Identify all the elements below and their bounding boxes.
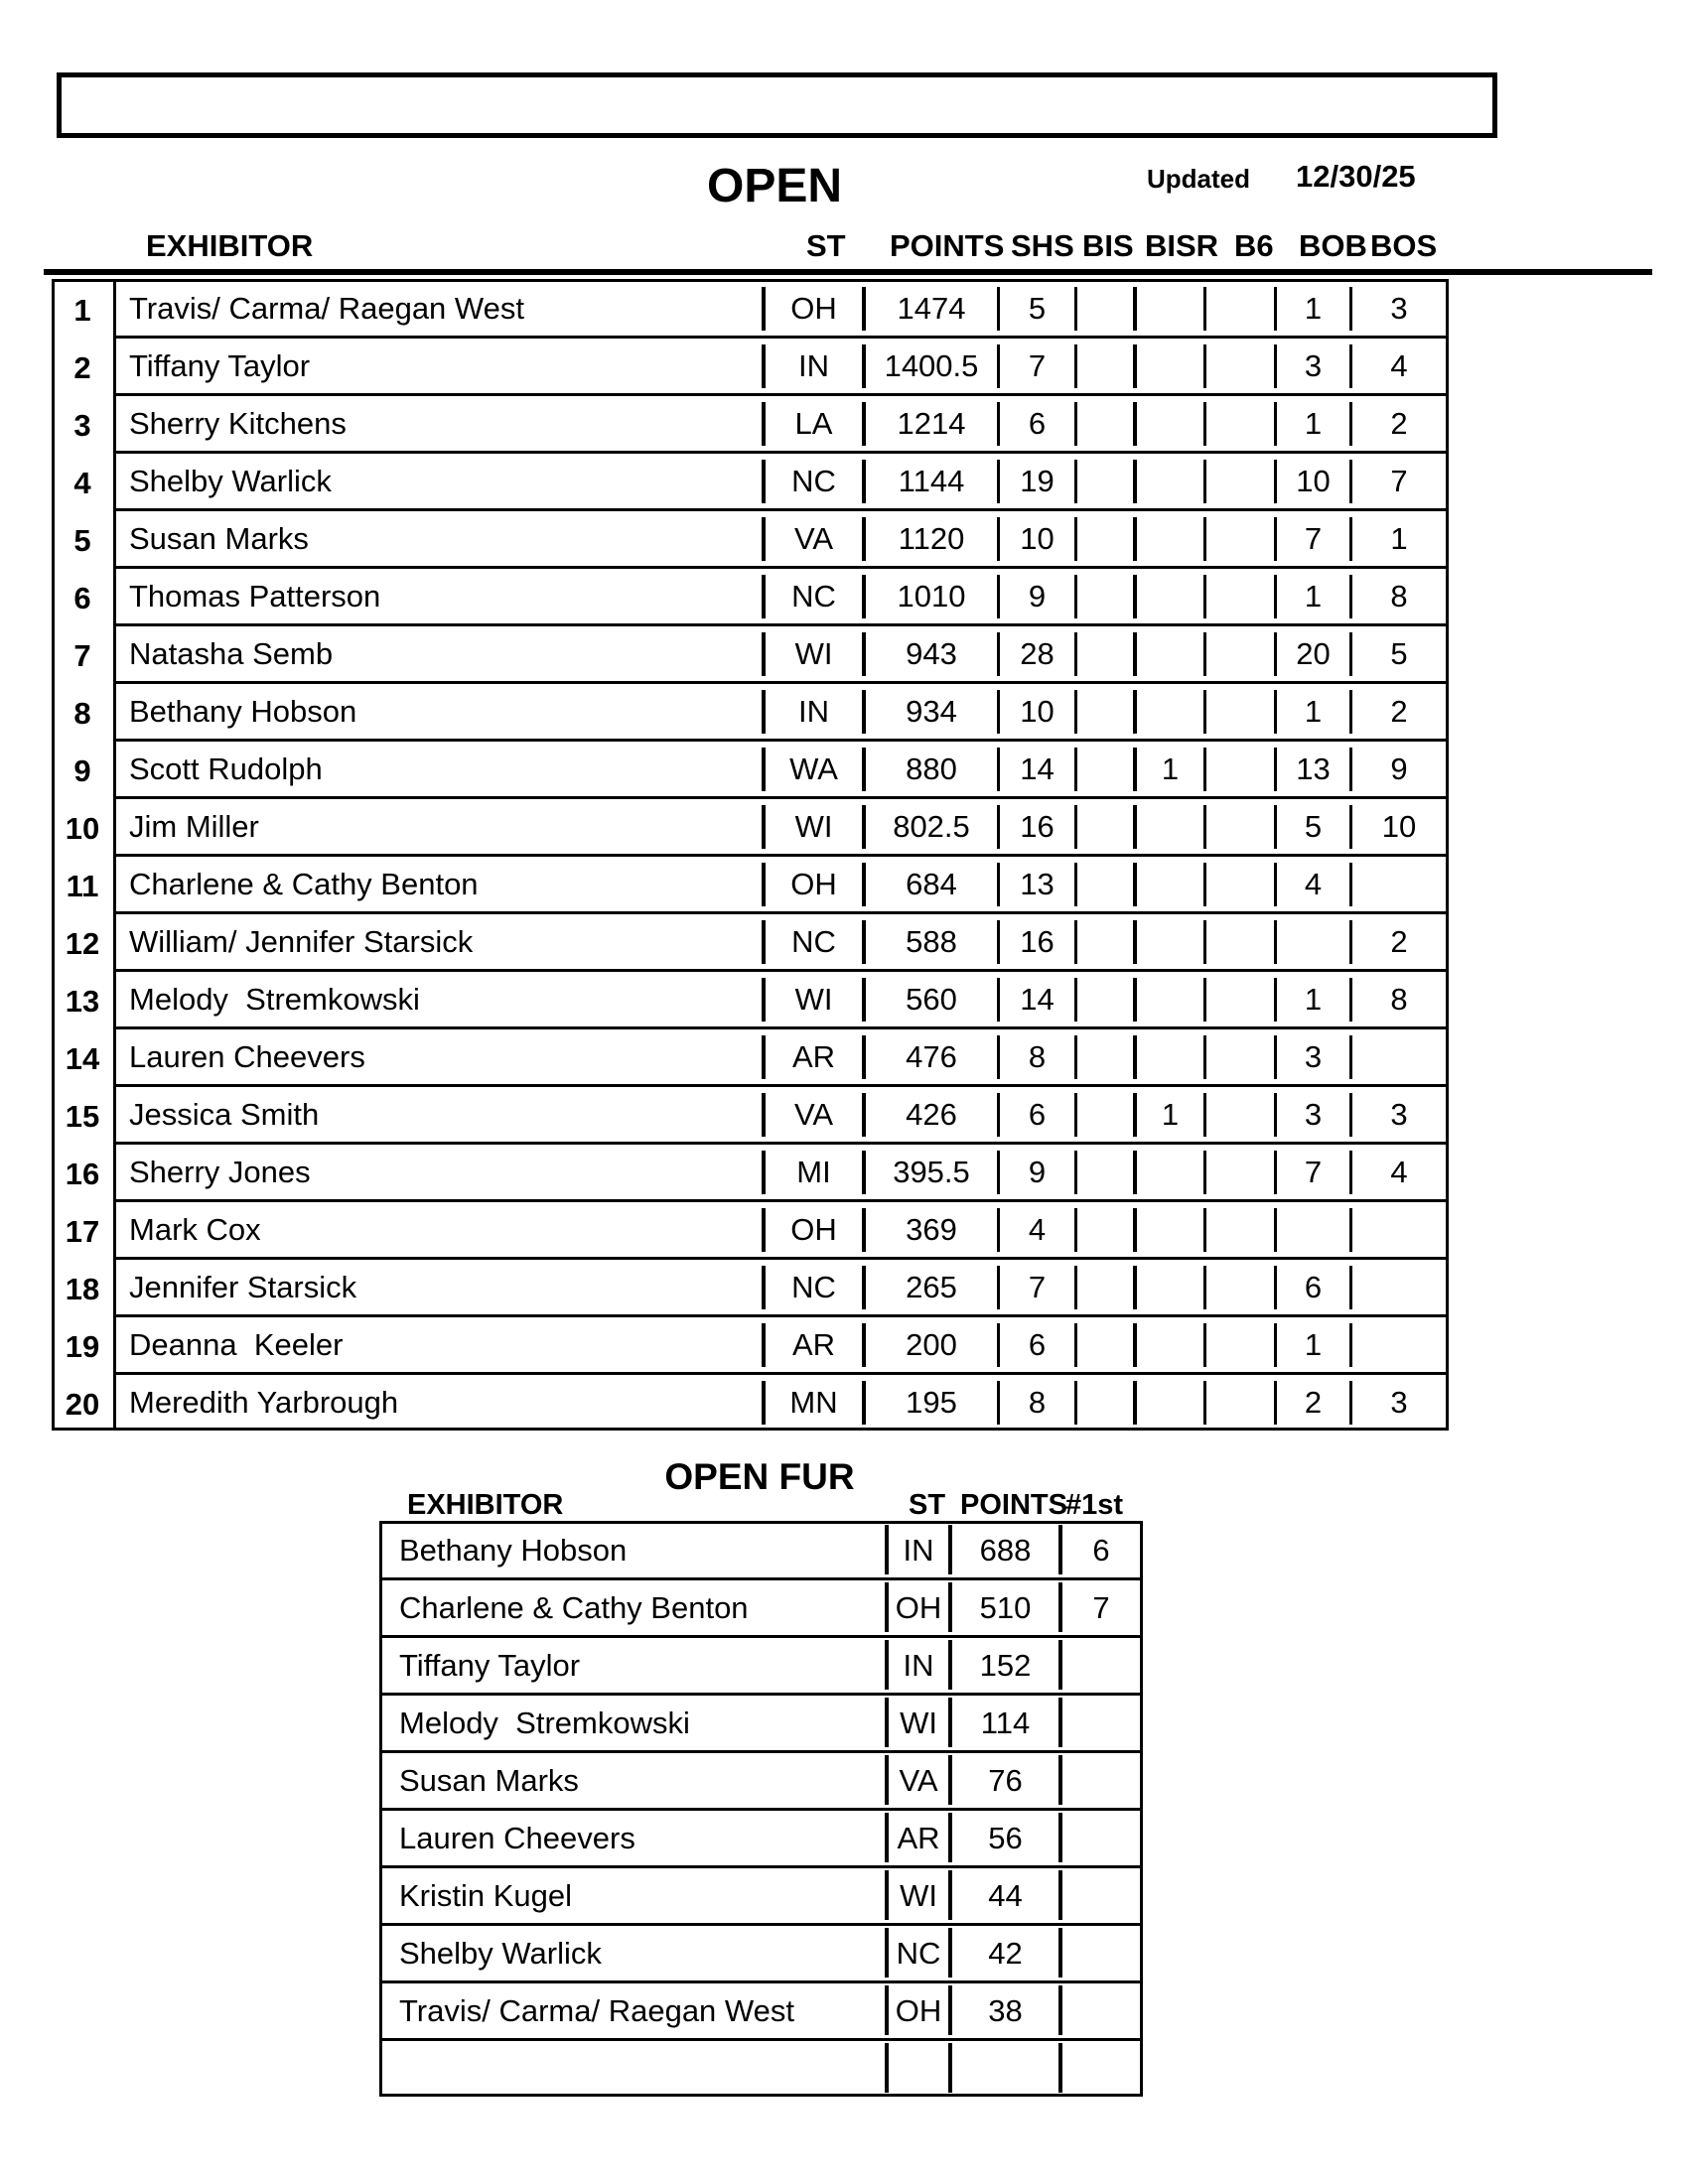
cell-bob: 1: [1304, 1327, 1323, 1362]
fur-row-divider: [379, 1693, 1143, 1696]
cell-divider: [1074, 344, 1077, 388]
cell-shs: 7: [1028, 348, 1047, 383]
cell-exhibitor: Susan Marks: [129, 521, 309, 556]
rank-number: 6: [73, 581, 91, 615]
cell-divider: [1203, 1323, 1206, 1367]
cell-divider: [1074, 690, 1077, 734]
cell-points: 1120: [898, 521, 965, 556]
cell-exhibitor: Thomas Patterson: [129, 579, 381, 614]
cell-bos: 1: [1390, 521, 1408, 556]
page-title: OPEN: [706, 160, 843, 212]
cell-st: WA: [789, 751, 838, 786]
cell-st: VA: [793, 1097, 834, 1132]
cell-exhibitor: Tiffany Taylor: [129, 348, 311, 383]
cell-divider: [1133, 863, 1137, 906]
fur-cell-points: 152: [979, 1648, 1032, 1683]
cell-bob: 7: [1304, 1155, 1323, 1189]
cell-bob: 1: [1304, 291, 1323, 326]
cell-exhibitor: Bethany Hobson: [129, 694, 357, 729]
row-divider: [113, 854, 1449, 857]
col-header-bos: BOS: [1370, 228, 1438, 263]
cell-st: VA: [793, 521, 834, 556]
cell-shs: 13: [1020, 867, 1055, 901]
fur-cell-points: 44: [988, 1878, 1023, 1913]
cell-divider: [1074, 1208, 1077, 1252]
cell-shs: 14: [1020, 982, 1055, 1017]
fur-cell-divider: [1058, 1985, 1062, 2035]
cell-points: 1144: [898, 464, 965, 498]
cell-divider: [1133, 1151, 1137, 1194]
updated-label: Updated: [1147, 164, 1250, 194]
cell-points: 200: [906, 1327, 957, 1362]
rank-number: 10: [65, 811, 100, 846]
cell-st: WI: [794, 982, 833, 1017]
cell-shs: 8: [1028, 1039, 1047, 1074]
cell-st: NC: [791, 464, 836, 498]
cell-shs: 28: [1020, 636, 1055, 671]
cell-points: 195: [906, 1385, 957, 1420]
row-divider: [113, 969, 1449, 972]
cell-bos: 8: [1390, 579, 1408, 614]
cell-st: AR: [791, 1327, 836, 1362]
cell-exhibitor: Meredith Yarbrough: [129, 1385, 399, 1420]
cell-divider: [1074, 863, 1077, 906]
cell-shs: 9: [1028, 1155, 1047, 1189]
row-divider: [113, 336, 1449, 339]
fur-cell-exhibitor: Susan Marks: [399, 1763, 579, 1798]
cell-shs: 5: [1028, 291, 1047, 326]
fur-cell-divider: [1058, 1813, 1062, 1862]
cell-shs: 8: [1028, 1385, 1047, 1420]
cell-bob: 1: [1304, 694, 1323, 729]
cell-points: 684: [906, 867, 957, 901]
rank-number: 17: [65, 1214, 100, 1249]
fur-cell-points: 76: [988, 1763, 1023, 1798]
cell-shs: 7: [1028, 1270, 1047, 1304]
cell-divider: [1349, 1035, 1352, 1079]
cell-divider: [1203, 460, 1206, 503]
fur-cell-st: OH: [895, 1590, 942, 1625]
rank-number: 15: [65, 1099, 100, 1134]
fur-cell-st: WI: [900, 1706, 937, 1740]
cell-st: OH: [790, 867, 837, 901]
fur-cell-st: WI: [900, 1878, 937, 1913]
cell-points: 1214: [897, 406, 966, 441]
cell-st: MN: [789, 1385, 838, 1420]
fur-cell-divider: [1058, 1928, 1062, 1978]
rank-number: 14: [65, 1041, 100, 1076]
cell-divider: [1133, 517, 1137, 561]
fur-cell-exhibitor: Melody Stremkowski: [399, 1706, 690, 1740]
cell-exhibitor: Shelby Warlick: [129, 464, 332, 498]
cell-bos: 9: [1390, 751, 1408, 786]
cell-divider: [1074, 632, 1077, 676]
cell-divider: [1074, 1381, 1077, 1425]
cell-points: 588: [906, 924, 957, 959]
cell-divider: [1074, 1266, 1077, 1309]
fur-cell-points: 42: [988, 1936, 1023, 1971]
cell-divider: [1133, 805, 1137, 849]
cell-st: IN: [798, 348, 829, 383]
cell-divider: [1133, 920, 1137, 964]
cell-divider: [1274, 920, 1277, 964]
fur-row-divider: [379, 1865, 1143, 1868]
fur-cell-st: VA: [899, 1763, 938, 1798]
rank-number: 5: [73, 523, 91, 558]
cell-divider: [1074, 402, 1077, 446]
cell-points: 802.5: [893, 809, 970, 844]
cell-bos: 2: [1390, 694, 1408, 729]
rank-number: 3: [73, 408, 91, 443]
header-rule: [44, 269, 1652, 275]
cell-st: MI: [796, 1155, 831, 1189]
cell-divider: [1074, 1323, 1077, 1367]
col-header-b6: B6: [1234, 228, 1274, 263]
row-divider: [113, 1372, 1449, 1375]
cell-exhibitor: Lauren Cheevers: [129, 1039, 365, 1074]
rank-column: [52, 279, 113, 1431]
fur-col-header-first: #1st: [1065, 1489, 1124, 1521]
cell-divider: [1133, 1323, 1137, 1367]
cell-divider: [1203, 1266, 1206, 1309]
cell-divider: [1203, 1381, 1206, 1425]
fur-cell-first: 7: [1092, 1590, 1110, 1625]
fur-table-title: OPEN FUR: [664, 1456, 855, 1497]
col-header-st: ST: [806, 228, 846, 263]
cell-bob: 4: [1304, 867, 1323, 901]
fur-cell-divider: [1058, 1698, 1062, 1747]
rank-number: 1: [73, 293, 91, 328]
rank-number: 11: [66, 869, 99, 903]
cell-divider: [1203, 287, 1206, 331]
cell-bos: 7: [1390, 464, 1408, 498]
rank-number: 7: [73, 638, 91, 673]
cell-divider: [1074, 1093, 1077, 1137]
cell-st: AR: [791, 1039, 836, 1074]
cell-divider: [1203, 632, 1206, 676]
cell-points: 1474: [897, 291, 966, 326]
cell-st: IN: [798, 694, 829, 729]
cell-bob: 13: [1296, 751, 1331, 786]
fur-row-divider: [379, 1980, 1143, 1983]
fur-cell-exhibitor: Kristin Kugel: [399, 1878, 573, 1913]
row-divider: [113, 1314, 1449, 1317]
cell-divider: [1133, 287, 1137, 331]
fur-row-divider: [379, 1577, 1143, 1580]
cell-divider: [1074, 978, 1077, 1022]
rank-number: 4: [73, 466, 91, 500]
fur-cell-points: 510: [979, 1590, 1032, 1625]
cell-bob: 5: [1304, 809, 1323, 844]
rank-number: 8: [73, 696, 91, 731]
col-header-bisr: BISR: [1145, 228, 1219, 263]
cell-divider: [1133, 402, 1137, 446]
cell-points: 560: [906, 982, 957, 1017]
cell-exhibitor: Melody Stremkowski: [129, 982, 420, 1017]
cell-divider: [1133, 1381, 1137, 1425]
fur-cell-st: IN: [903, 1533, 934, 1568]
cell-divider: [1203, 690, 1206, 734]
fur-cell-exhibitor: Charlene & Cathy Benton: [399, 1590, 749, 1625]
cell-divider: [1203, 1208, 1206, 1252]
cell-bisr: 1: [1161, 751, 1180, 786]
rank-number: 12: [65, 926, 100, 961]
cell-bob: 2: [1304, 1385, 1323, 1420]
fur-cell-divider: [885, 2043, 889, 2093]
cell-points: 265: [906, 1270, 957, 1304]
cell-divider: [1074, 748, 1077, 791]
cell-st: NC: [791, 579, 836, 614]
cell-divider: [1133, 1266, 1137, 1309]
fur-cell-exhibitor: Lauren Cheevers: [399, 1821, 635, 1855]
row-divider: [113, 1199, 1449, 1202]
rank-number: 20: [65, 1387, 100, 1422]
updated-date: 12/30/25: [1296, 159, 1416, 194]
cell-divider: [1203, 344, 1206, 388]
cell-points: 880: [906, 751, 957, 786]
cell-shs: 14: [1020, 751, 1055, 786]
cell-exhibitor: Travis/ Carma/ Raegan West: [129, 291, 524, 326]
cell-exhibitor: Sherry Kitchens: [129, 406, 347, 441]
rank-number: 13: [65, 984, 100, 1019]
cell-exhibitor: Jessica Smith: [129, 1097, 320, 1132]
cell-st: NC: [791, 924, 836, 959]
fur-cell-st: AR: [897, 1821, 940, 1855]
cell-bob: 10: [1296, 464, 1331, 498]
cell-exhibitor: Deanna Keeler: [129, 1327, 344, 1362]
row-divider: [113, 796, 1449, 799]
cell-st: OH: [790, 1212, 837, 1247]
cell-divider: [1203, 863, 1206, 906]
cell-divider: [1203, 920, 1206, 964]
cell-points: 476: [906, 1039, 957, 1074]
cell-bos: 3: [1390, 291, 1408, 326]
cell-divider: [1349, 863, 1352, 906]
cell-divider: [1203, 1151, 1206, 1194]
rank-number: 16: [65, 1157, 100, 1191]
cell-bos: 4: [1390, 1155, 1408, 1189]
cell-divider: [1133, 632, 1137, 676]
cell-bos: 3: [1390, 1385, 1408, 1420]
fur-cell-st: NC: [896, 1936, 941, 1971]
fur-col-header-points: POINTS: [960, 1489, 1067, 1521]
rank-number: 9: [73, 753, 91, 788]
fur-row-divider: [379, 1923, 1143, 1926]
cell-st: WI: [794, 809, 833, 844]
cell-points: 426: [906, 1097, 957, 1132]
cell-divider: [1349, 1208, 1352, 1252]
cell-points: 934: [906, 694, 957, 729]
fur-cell-st: IN: [903, 1648, 934, 1683]
cell-exhibitor: Jim Miller: [129, 809, 259, 844]
fur-cell-first: 6: [1092, 1533, 1110, 1568]
col-header-exhibitor: EXHIBITOR: [146, 228, 314, 263]
rank-number: 19: [65, 1329, 100, 1364]
fur-col-header-st: ST: [909, 1489, 946, 1521]
cell-divider: [1133, 575, 1137, 618]
cell-divider: [1133, 1208, 1137, 1252]
cell-shs: 6: [1028, 406, 1047, 441]
cell-divider: [1074, 1151, 1077, 1194]
cell-bob: 7: [1304, 521, 1323, 556]
col-header-bob: BOB: [1299, 228, 1367, 263]
fur-cell-divider: [948, 2043, 952, 2093]
cell-shs: 16: [1020, 924, 1055, 959]
fur-cell-divider: [1058, 2043, 1062, 2093]
fur-cell-points: 114: [980, 1706, 1031, 1740]
cell-divider: [1133, 690, 1137, 734]
fur-cell-divider: [1058, 1640, 1062, 1690]
cell-points: 395.5: [893, 1155, 970, 1189]
cell-st: WI: [794, 636, 833, 671]
cell-divider: [1074, 460, 1077, 503]
cell-shs: 6: [1028, 1327, 1047, 1362]
cell-bos: 3: [1390, 1097, 1408, 1132]
cell-bob: 3: [1304, 1039, 1323, 1074]
cell-divider: [1203, 517, 1206, 561]
fur-cell-points: 688: [979, 1533, 1032, 1568]
cell-divider: [1133, 460, 1137, 503]
row-divider: [113, 393, 1449, 396]
cell-exhibitor: Jennifer Starsick: [129, 1270, 357, 1304]
fur-cell-divider: [1058, 1755, 1062, 1805]
cell-bob: 1: [1304, 406, 1323, 441]
fur-cell-points: 56: [988, 1821, 1023, 1855]
cell-divider: [1074, 517, 1077, 561]
cell-bos: 2: [1390, 924, 1408, 959]
cell-divider: [1074, 575, 1077, 618]
cell-shs: 6: [1028, 1097, 1047, 1132]
cell-divider: [1074, 287, 1077, 331]
cell-bob: 20: [1296, 636, 1331, 671]
cell-bos: 8: [1390, 982, 1408, 1017]
cell-divider: [1133, 1035, 1137, 1079]
fur-row-divider: [379, 2038, 1143, 2041]
row-divider: [113, 508, 1449, 511]
row-divider: [113, 1026, 1449, 1029]
cell-shs: 16: [1020, 809, 1055, 844]
row-divider: [113, 739, 1449, 742]
cell-bos: 10: [1381, 809, 1417, 844]
cell-exhibitor: Charlene & Cathy Benton: [129, 867, 479, 901]
cell-exhibitor: Natasha Semb: [129, 636, 334, 671]
row-divider: [113, 566, 1449, 569]
cell-shs: 4: [1028, 1212, 1047, 1247]
fur-row-divider: [379, 1635, 1143, 1638]
fur-cell-exhibitor: Bethany Hobson: [399, 1533, 628, 1568]
cell-bob: 6: [1304, 1270, 1323, 1304]
cell-divider: [1203, 748, 1206, 791]
fur-cell-divider: [1058, 1870, 1062, 1920]
cell-shs: 19: [1020, 464, 1055, 498]
fur-cell-points: 38: [988, 1993, 1023, 2028]
fur-cell-exhibitor: Shelby Warlick: [399, 1936, 602, 1971]
cell-exhibitor: Mark Cox: [129, 1212, 261, 1247]
rank-number: 2: [73, 350, 91, 385]
row-divider: [113, 1257, 1449, 1260]
row-divider: [113, 1142, 1449, 1145]
cell-divider: [1203, 575, 1206, 618]
cell-st: LA: [794, 406, 833, 441]
cell-divider: [1074, 805, 1077, 849]
cell-exhibitor: Sherry Jones: [129, 1155, 311, 1189]
cell-points: 1010: [897, 579, 966, 614]
col-header-bis: BIS: [1082, 228, 1134, 263]
cell-points: 369: [906, 1212, 957, 1247]
cell-divider: [1349, 1323, 1352, 1367]
row-divider: [113, 911, 1449, 914]
cell-exhibitor: William/ Jennifer Starsick: [129, 924, 474, 959]
fur-col-header-exhibitor: EXHIBITOR: [407, 1489, 564, 1521]
rank-number: 18: [65, 1272, 100, 1306]
cell-divider: [1203, 1093, 1206, 1137]
cell-bob: 1: [1304, 579, 1323, 614]
title-box: [57, 72, 1497, 138]
cell-bob: 1: [1304, 982, 1323, 1017]
cell-st: NC: [791, 1270, 836, 1304]
cell-divider: [1203, 402, 1206, 446]
cell-points: 1400.5: [884, 348, 979, 383]
cell-shs: 10: [1020, 521, 1055, 556]
cell-shs: 10: [1020, 694, 1055, 729]
cell-divider: [1349, 1266, 1352, 1309]
row-divider: [113, 451, 1449, 454]
cell-divider: [1133, 978, 1137, 1022]
fur-row-divider: [379, 1750, 1143, 1753]
cell-bisr: 1: [1161, 1097, 1180, 1132]
row-divider: [113, 1084, 1449, 1087]
cell-exhibitor: Scott Rudolph: [129, 751, 323, 786]
cell-divider: [1074, 1035, 1077, 1079]
cell-divider: [1074, 920, 1077, 964]
cell-bos: 5: [1390, 636, 1408, 671]
col-header-shs: SHS: [1011, 228, 1074, 263]
cell-points: 943: [906, 636, 957, 671]
cell-shs: 9: [1028, 579, 1047, 614]
cell-bos: 4: [1390, 348, 1408, 383]
cell-divider: [1203, 1035, 1206, 1079]
cell-bos: 2: [1390, 406, 1408, 441]
cell-st: OH: [790, 291, 837, 326]
fur-cell-st: OH: [895, 1993, 942, 2028]
cell-bob: 3: [1304, 348, 1323, 383]
cell-divider: [1274, 1208, 1277, 1252]
row-divider: [113, 681, 1449, 684]
cell-divider: [1203, 805, 1206, 849]
fur-cell-exhibitor: Travis/ Carma/ Raegan West: [399, 1993, 794, 2028]
cell-divider: [1133, 344, 1137, 388]
row-divider: [113, 623, 1449, 626]
col-header-points: POINTS: [890, 228, 1005, 263]
cell-bob: 3: [1304, 1097, 1323, 1132]
fur-row-divider: [379, 1808, 1143, 1811]
fur-cell-exhibitor: Tiffany Taylor: [399, 1648, 581, 1683]
cell-divider: [1203, 978, 1206, 1022]
